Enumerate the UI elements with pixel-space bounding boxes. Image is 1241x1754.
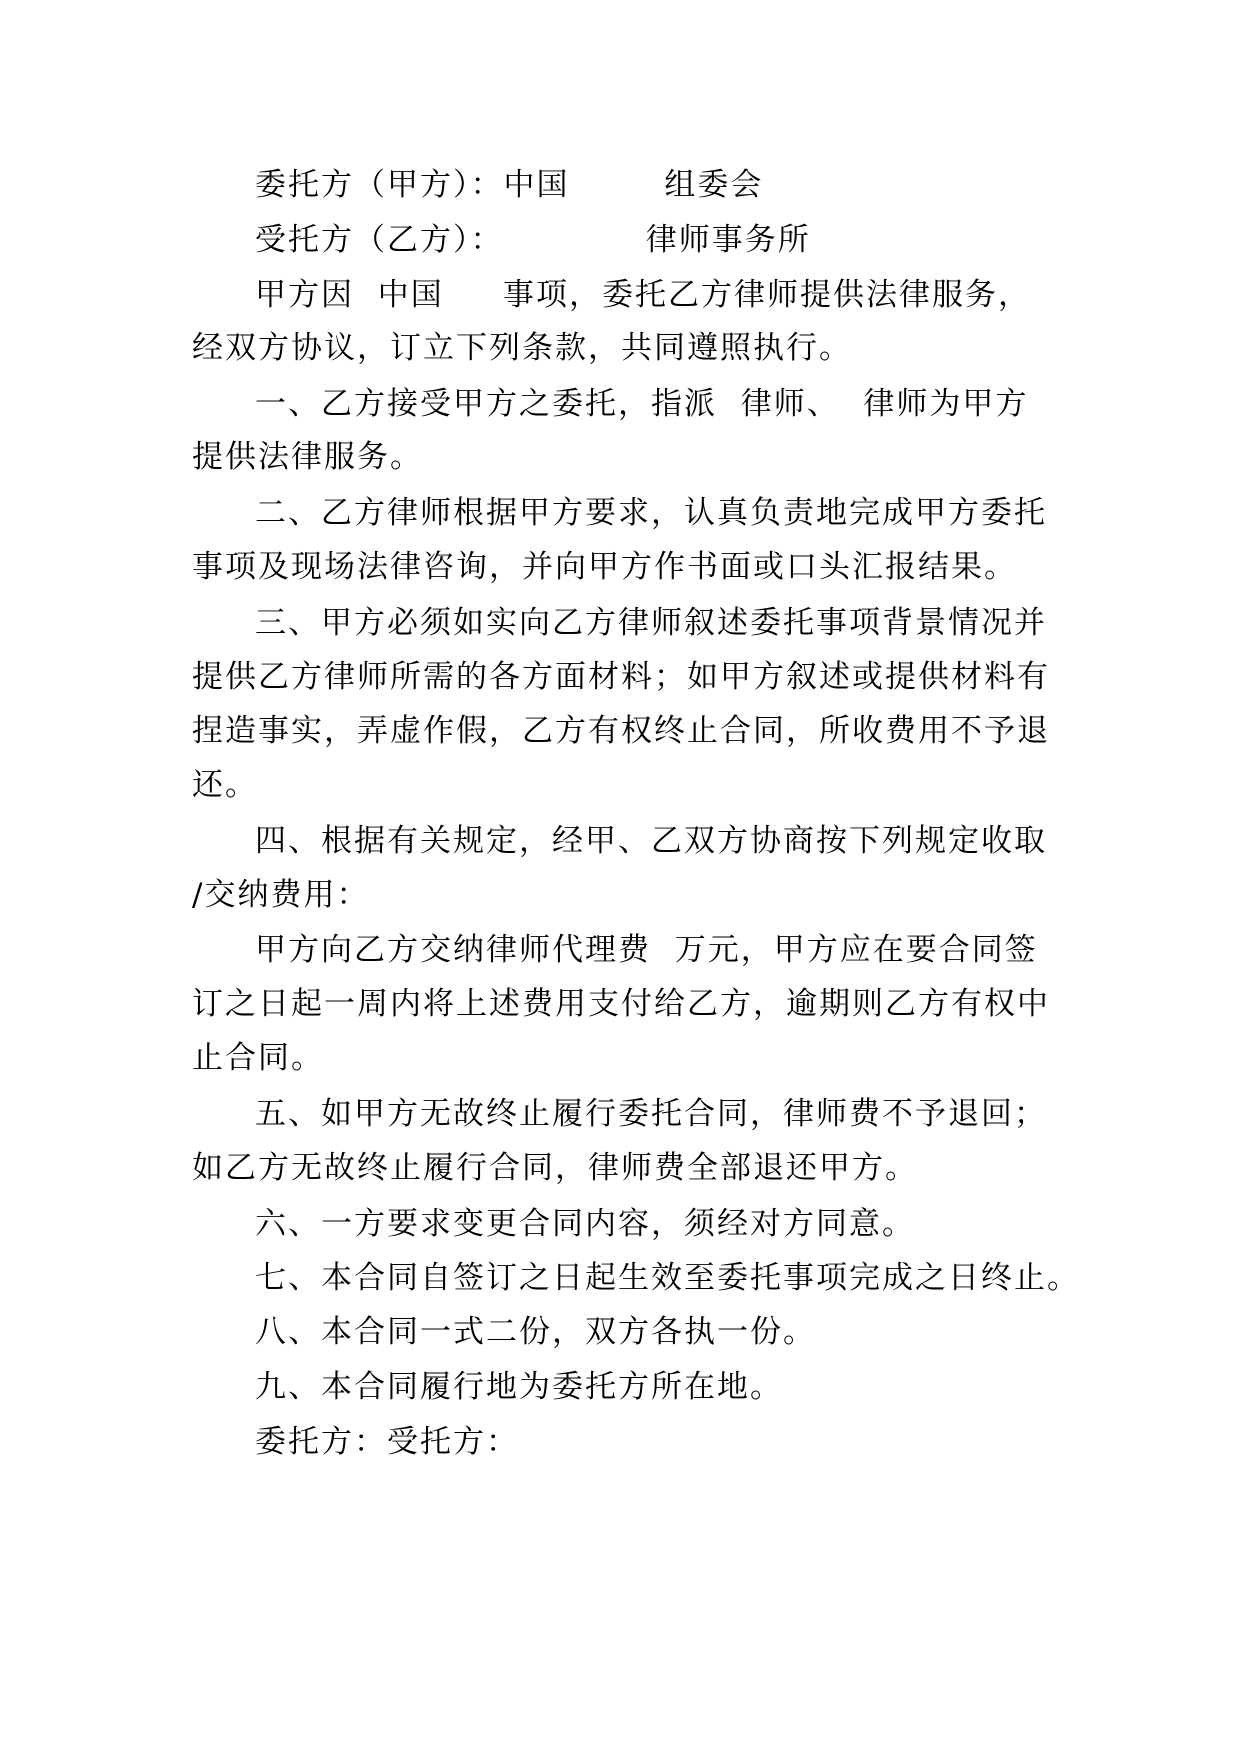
clause-1-line-2: 提供法律服务。 <box>192 439 423 475</box>
clause-3-line-1: 三、甲方必须如实向乙方律师叙述委托事项背景情况并 <box>255 605 1047 641</box>
preamble-line-2: 经双方协议，订立下列条款，共同遵照执行。 <box>192 330 852 366</box>
signature-line: 委托方：受托方： <box>255 1424 519 1460</box>
clause-5-line-1: 五、如甲方无故终止履行委托合同，律师费不予退回； <box>255 1096 1047 1132</box>
fee-line-2: 订之日起一周内将上述费用支付给乙方，逾期则乙方有权中 <box>192 986 1050 1022</box>
client-party-line: 委托方（甲方）：中国 组委会 <box>255 167 764 203</box>
clause-3-line-3: 捏造事实，弄虚作假，乙方有权终止合同，所收费用不予退 <box>192 713 1050 749</box>
clause-4-line-2: /交纳费用： <box>192 877 370 913</box>
clause-4-line-1: 四、根据有关规定，经甲、乙双方协商按下列规定收取 <box>255 823 1047 859</box>
clause-3-line-2: 提供乙方律师所需的各方面材料；如甲方叙述或提供材料有 <box>192 659 1050 695</box>
clause-1-line-1: 一、乙方接受甲方之委托，指派 律师、 律师为甲方 <box>255 386 1029 422</box>
clause-5-line-2: 如乙方无故终止履行合同，律师费全部退还甲方。 <box>192 1150 918 1186</box>
trustee-party-line: 受托方（乙方）： 律师事务所 <box>255 222 811 258</box>
clause-2-line-2: 事项及现场法律咨询，并向甲方作书面或口头汇报结果。 <box>192 549 1017 585</box>
clause-7-line: 七、本合同自签订之日起生效至委托事项完成之日终止。 <box>255 1260 1080 1296</box>
clause-2-line-1: 二、乙方律师根据甲方要求，认真负责地完成甲方委托 <box>255 495 1047 531</box>
fee-line-1: 甲方向乙方交纳律师代理费 万元，甲方应在要合同签 <box>255 932 1038 968</box>
clause-6-line: 六、一方要求变更合同内容，须经对方同意。 <box>255 1206 915 1242</box>
fee-line-3: 止合同。 <box>192 1040 324 1076</box>
preamble-line-1: 甲方因 中国 事项，委托乙方律师提供法律服务， <box>255 277 1031 313</box>
clause-9-line: 九、本合同履行地为委托方所在地。 <box>255 1369 783 1405</box>
clause-3-line-4: 还。 <box>192 767 258 803</box>
clause-8-line: 八、本合同一式二份，双方各执一份。 <box>255 1314 816 1350</box>
